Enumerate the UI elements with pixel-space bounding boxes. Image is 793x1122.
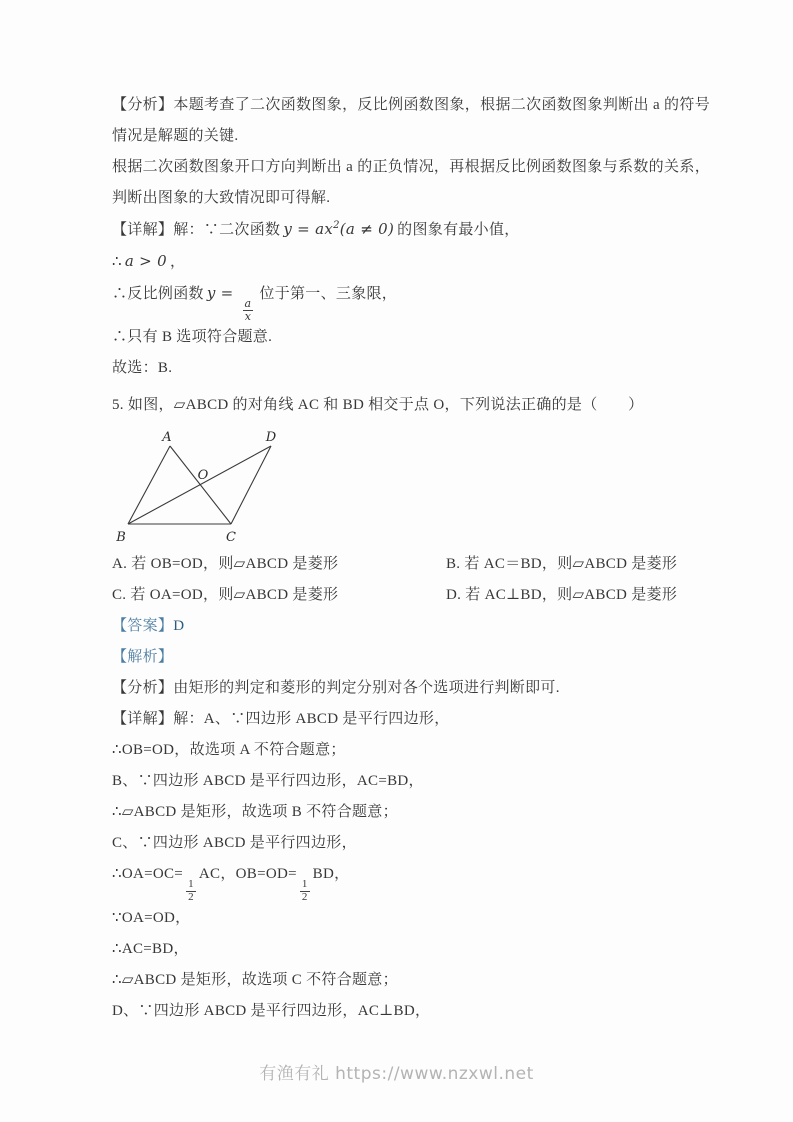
- q5-fraction-line: [112, 859, 710, 903]
- q5-step-5: C、∵四边形 ABCD 是平行四边形，: [112, 835, 357, 852]
- frac-line-part3: BD，: [312, 866, 350, 883]
- parallelogram-figure: [114, 429, 294, 547]
- analysis-paragraph-2: 根据二次函数图象开口方向判断出 a 的正负情况，再根据反比例函数图象与系数的关系，判断出图象的大致情况即可得解.: [112, 159, 710, 206]
- answer-value: D: [173, 618, 185, 635]
- point-label-o: O: [197, 468, 209, 484]
- fraction-one-half: $\frac{1}{2}$: [188, 878, 194, 903]
- detail-formula-line: [112, 214, 710, 246]
- step-a-positive: [112, 246, 710, 278]
- option-d: D. 若 AC⊥BD，则▱ABCD 是菱形: [446, 587, 678, 604]
- vertex-label-a: A: [162, 430, 172, 446]
- exponent: 2: [333, 220, 340, 231]
- option-b: B. 若 AC＝BD，则▱ABCD 是菱形: [446, 556, 678, 573]
- inverse-prefix: ∴反比例函数: [112, 286, 204, 302]
- choose-answer-line: 故选：B.: [112, 360, 173, 377]
- vertex-label-c: C: [226, 530, 236, 546]
- watermark-footer: 有渔有礼 https://www.nzxwl.net: [259, 1064, 534, 1084]
- detail-prefix: 【详解】解：∵二次函数: [112, 222, 281, 238]
- q5-step-2: ∴OB=OD，故选项 A 不符合题意；: [112, 742, 346, 759]
- explain-label: 【解析】: [112, 649, 174, 666]
- q5-step-9: D、∵四边形 ABCD 是平行四边形，AC⊥BD，: [112, 1003, 431, 1020]
- frac-line-part1: ∴OA=OC=: [112, 866, 184, 883]
- quadratic-formula: $y = ax^2(a \ne 0)$: [283, 220, 395, 238]
- therefore-symbol: ∴: [112, 254, 122, 270]
- vertex-label-b: B: [116, 530, 126, 546]
- vertex-label-d: D: [265, 430, 277, 446]
- step-conclusion: ∴只有 B 选项符合题意.: [112, 329, 273, 346]
- q5-step-7: ∴AC=BD，: [112, 941, 189, 958]
- fraction-a-over-x: $\frac{a}{x}$: [244, 297, 252, 323]
- step-inverse-function: [112, 278, 710, 322]
- q5-step-4: ∴▱ABCD 是矩形，故选项 B 不符合题意；: [112, 804, 398, 821]
- q5-step-1: 【详解】解：A、∵四边形 ABCD 是平行四边形，: [112, 711, 450, 728]
- question-5-stem: 5. 如图，▱ABCD 的对角线 AC 和 BD 相交于点 O，下列说法正确的是（ ）: [112, 397, 644, 414]
- fraction-one-half-2: $\frac{1}{2}$: [301, 878, 308, 903]
- options-row-1: [112, 549, 710, 580]
- detail-suffix: 的图象有最小值，: [397, 222, 520, 238]
- document-content: [112, 90, 710, 1027]
- a-greater-zero: a > 0: [124, 252, 167, 270]
- q5-analysis: 【分析】由矩形的判定和菱形的判定分别对各个选项进行判断即可.: [112, 680, 560, 697]
- segment-CD: [231, 446, 271, 524]
- option-a: A. 若 OB=OD，则▱ABCD 是菱形: [112, 556, 339, 573]
- q5-step-3: B、∵四边形 ABCD 是平行四边形，AC=BD，: [112, 773, 424, 790]
- option-c: C. 若 OA=OD，则▱ABCD 是菱形: [112, 587, 339, 604]
- y-equals: y =: [206, 284, 234, 302]
- q5-step-8: ∴▱ABCD 是矩形，故选项 C 不符合题意；: [112, 972, 398, 989]
- q5-step-6: ∵OA=OD，: [112, 910, 191, 927]
- answer-line: [112, 611, 710, 642]
- answer-label: 【答案】: [112, 618, 174, 635]
- options-row-2: [112, 580, 710, 611]
- inverse-suffix: 位于第一、三象限，: [259, 286, 398, 302]
- frac-line-part2: AC，OB=OD=: [198, 866, 297, 883]
- comma: ，: [169, 254, 186, 270]
- analysis-paragraph-1: 【分析】本题考查了二次函数图象，反比例函数图象，根据二次函数图象判断出 a 的符号情况是解题的关键.: [112, 97, 710, 144]
